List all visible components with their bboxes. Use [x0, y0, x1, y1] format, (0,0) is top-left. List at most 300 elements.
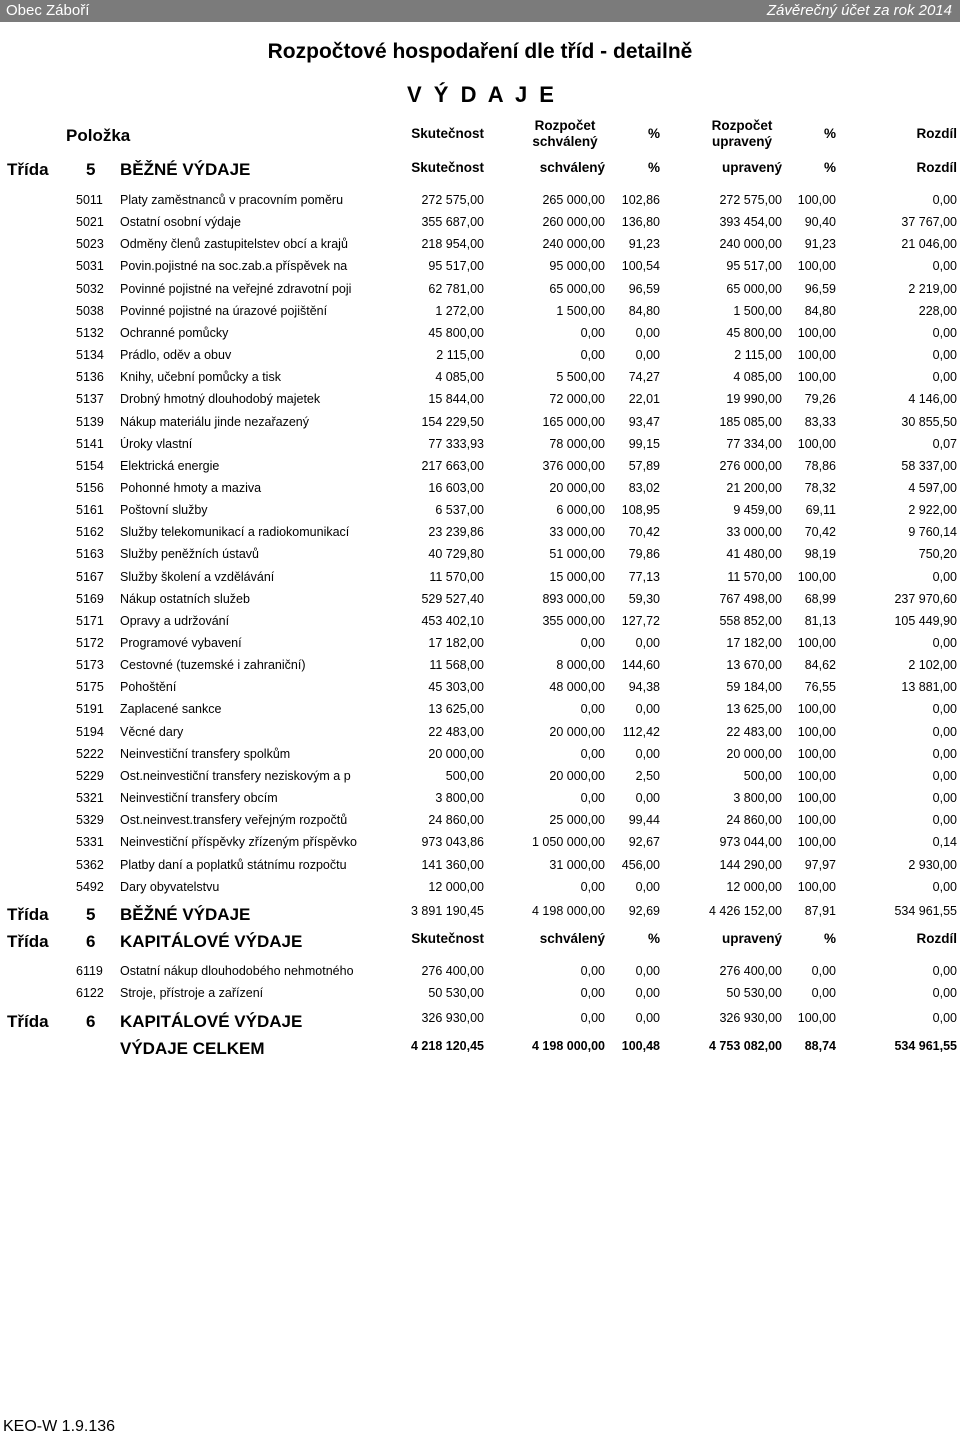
col-schvaleny-line2: schválený [532, 134, 598, 149]
row-name: Platby daní a poplatků státnímu rozpočtu [120, 857, 347, 872]
row-pct1: 0,00 [635, 746, 660, 761]
row-code: 5136 [76, 370, 104, 385]
class5-total-schv: 4 198 000,00 [532, 904, 605, 918]
row-skutecnost: 1 272,00 [435, 303, 484, 318]
class6-h-pct: % [647, 931, 660, 946]
row-skutecnost: 40 729,80 [428, 547, 484, 562]
row-skutecnost: 2 115,00 [436, 348, 484, 363]
row-pct2: 90,40 [804, 215, 836, 230]
row-upraveny: 500,00 [743, 768, 782, 783]
row-schvaleny: 0,00 [580, 964, 605, 978]
row-pct2: 81,13 [804, 613, 836, 628]
table-row [0, 570, 960, 592]
row-skutecnost: 4 085,00 [435, 370, 484, 385]
grand-total-schv: 4 198 000,00 [532, 1039, 605, 1053]
row-skutecnost: 95 517,00 [428, 259, 484, 274]
col-polozka: Položka [66, 126, 131, 145]
row-pct1: 57,89 [628, 458, 660, 473]
row-upraveny: 77 334,00 [726, 436, 782, 451]
row-code: 5222 [76, 746, 104, 761]
table-row [0, 215, 960, 237]
row-name: Pohonné hmoty a maziva [120, 480, 262, 495]
row-name: Elektrická energie [120, 458, 220, 473]
row-code: 5169 [76, 591, 104, 606]
page-title: Rozpočtové hospodaření dle tříd - detailně [267, 40, 693, 63]
grand-total-skut: 4 218 120,45 [411, 1039, 484, 1053]
class5-total-rozdil: 534 961,55 [894, 904, 957, 918]
row-rozdil: 105 449,90 [894, 613, 957, 628]
row-rozdil: 2 930,00 [908, 857, 957, 872]
row-name: Knihy, učební pomůcky a tisk [120, 370, 281, 385]
row-skutecnost: 23 239,86 [428, 525, 484, 540]
row-rozdil: 0,00 [932, 879, 957, 894]
row-pct1: 0,00 [635, 348, 660, 363]
row-skutecnost: 17 182,00 [428, 636, 484, 650]
row-code: 6122 [76, 986, 104, 1000]
row-rozdil: 0,00 [932, 724, 957, 739]
row-name: Poštovní služby [120, 503, 208, 518]
page-subtitle: V Ý D A J E [407, 82, 557, 107]
row-pct2: 78,32 [804, 480, 836, 495]
row-name: Věcné dary [120, 724, 184, 739]
row-rozdil: 0,00 [932, 964, 957, 978]
row-pct1: 108,95 [621, 503, 660, 518]
table-row [0, 747, 960, 769]
row-pct2: 100,00 [797, 746, 836, 761]
class5-total-trida: Třída [7, 905, 49, 924]
col-upraveny-line2: upravený [711, 134, 773, 149]
row-schvaleny: 260 000,00 [542, 215, 605, 230]
class5-h-schv: schválený [539, 160, 605, 175]
row-skutecnost: 11 570,00 [429, 569, 484, 584]
grand-total-label: VÝDAJE CELKEM [120, 1039, 265, 1058]
row-skutecnost: 529 527,40 [421, 591, 484, 606]
row-rozdil: 37 767,00 [901, 215, 957, 230]
row-rozdil: 21 046,00 [901, 237, 957, 252]
row-upraveny: 13 625,00 [726, 702, 782, 717]
row-code: 5161 [76, 503, 104, 518]
row-skutecnost: 276 400,00 [421, 964, 484, 978]
row-schvaleny: 95 000,00 [549, 259, 605, 274]
row-skutecnost: 272 575,00 [421, 193, 484, 207]
class5-num: 5 [86, 160, 96, 179]
row-code: 5175 [76, 680, 104, 695]
row-name: Služby školení a vzdělávání [120, 569, 275, 584]
row-rozdil: 9 760,14 [908, 525, 957, 540]
table-row [0, 259, 960, 281]
row-schvaleny: 0,00 [580, 746, 605, 761]
row-skutecnost: 24 860,00 [428, 813, 484, 828]
row-rozdil: 0,00 [932, 702, 957, 717]
row-pct2: 76,55 [804, 680, 836, 695]
table-row [0, 791, 960, 813]
table-row [0, 437, 960, 459]
row-skutecnost: 141 360,00 [421, 857, 484, 872]
row-pct1: 112,42 [622, 724, 660, 739]
table-row [0, 481, 960, 503]
col-schvaleny-line1: Rozpočet [534, 118, 596, 133]
row-name: Zaplacené sankce [120, 702, 222, 717]
row-pct1: 99,15 [628, 436, 660, 451]
row-pct2: 84,80 [804, 303, 836, 318]
row-name: Ost.neinvestiční transfery neziskovým a p [120, 768, 351, 783]
table-row [0, 525, 960, 547]
row-schvaleny: 376 000,00 [542, 458, 605, 473]
table-row [0, 459, 960, 481]
row-code: 5321 [76, 791, 104, 806]
row-schvaleny: 65 000,00 [549, 281, 605, 296]
row-pct1: 74,27 [628, 370, 660, 385]
row-pct2: 100,00 [797, 768, 836, 783]
row-pct1: 100,54 [621, 259, 660, 274]
row-pct1: 0,00 [635, 791, 660, 806]
row-pct2: 68,99 [804, 591, 836, 606]
top-bar [0, 0, 960, 22]
row-name: Ost.neinvest.transfery veřejným rozpočtů [120, 813, 348, 828]
row-pct2: 100,00 [797, 569, 836, 584]
table-row [0, 547, 960, 569]
row-pct2: 91,23 [804, 237, 836, 252]
row-code: 5171 [76, 613, 104, 628]
row-skutecnost: 453 402,10 [421, 613, 484, 628]
row-skutecnost: 62 781,00 [428, 281, 484, 296]
class5-name: BĚŽNÉ VÝDAJE [120, 160, 251, 179]
row-rozdil: 0,00 [932, 193, 957, 207]
row-upraveny: 95 517,00 [726, 259, 782, 274]
row-skutecnost: 22 483,00 [428, 724, 484, 739]
row-pct1: 92,67 [628, 835, 660, 850]
row-code: 5011 [76, 193, 103, 207]
row-pct2: 96,59 [804, 281, 836, 296]
row-name: Pohoštění [120, 680, 177, 695]
row-code: 5031 [76, 259, 104, 274]
row-upraveny: 12 000,00 [726, 879, 782, 894]
class6-total-schv: 0,00 [580, 1011, 605, 1025]
col-pct1: % [647, 126, 660, 141]
row-rozdil: 0,00 [932, 370, 957, 385]
row-rozdil: 2 922,00 [908, 503, 957, 518]
row-code: 5492 [76, 879, 104, 894]
row-name: Programové vybavení [120, 636, 242, 650]
row-skutecnost: 973 043,86 [421, 835, 484, 850]
row-upraveny: 50 530,00 [726, 986, 782, 1000]
row-upraveny: 767 498,00 [719, 591, 782, 606]
row-name: Úroky vlastní [120, 436, 193, 451]
row-schvaleny: 8 000,00 [556, 658, 605, 673]
row-schvaleny: 1 050 000,00 [532, 835, 605, 850]
row-pct1: 0,00 [635, 636, 660, 650]
col-upraveny-line1: Rozpočet [711, 118, 773, 133]
row-name: Povinné pojistné na veřejné zdravotní poji [120, 281, 352, 296]
row-upraveny: 272 575,00 [719, 193, 782, 207]
row-skutecnost: 13 625,00 [428, 702, 484, 717]
class6-total-upr: 326 930,00 [719, 1011, 782, 1025]
row-schvaleny: 0,00 [580, 702, 605, 717]
row-skutecnost: 6 537,00 [435, 503, 484, 518]
table-row [0, 392, 960, 414]
row-pct1: 84,80 [628, 303, 660, 318]
row-upraveny: 45 800,00 [726, 325, 782, 340]
row-pct1: 0,00 [635, 325, 660, 340]
row-rozdil: 0,00 [932, 348, 957, 363]
row-code: 5156 [76, 480, 104, 495]
row-code: 5137 [76, 392, 104, 407]
row-schvaleny: 265 000,00 [542, 193, 605, 207]
class6-h-pct2: % [823, 931, 836, 946]
row-code: 5134 [76, 348, 104, 363]
row-code: 5167 [76, 569, 104, 584]
row-skutecnost: 45 800,00 [428, 325, 484, 340]
row-pct1: 0,00 [635, 986, 660, 1000]
row-pct1: 0,00 [635, 879, 660, 894]
table-row [0, 193, 960, 215]
class5-total-num: 5 [86, 905, 96, 924]
col-skutecnost: Skutečnost [411, 126, 484, 141]
row-upraveny: 41 480,00 [726, 547, 782, 562]
row-upraveny: 20 000,00 [726, 746, 782, 761]
row-pct1: 77,13 [628, 569, 660, 584]
row-pct1: 127,72 [621, 613, 660, 628]
row-name: Ochranné pomůcky [120, 325, 229, 340]
row-code: 5331 [76, 835, 104, 850]
row-skutecnost: 11 568,00 [429, 658, 484, 673]
table-row [0, 658, 960, 680]
class6-h-upr: upravený [721, 931, 782, 946]
row-code: 5154 [76, 458, 104, 473]
row-pct1: 70,42 [628, 525, 660, 540]
row-rozdil: 237 970,60 [894, 591, 957, 606]
row-skutecnost: 500,00 [445, 768, 484, 783]
row-pct2: 98,19 [804, 547, 836, 562]
row-upraveny: 558 852,00 [719, 613, 782, 628]
row-upraveny: 19 990,00 [726, 392, 782, 407]
row-pct1: 102,86 [621, 193, 660, 207]
table-row [0, 592, 960, 614]
row-upraveny: 24 860,00 [726, 813, 782, 828]
row-upraveny: 2 115,00 [734, 348, 782, 363]
row-upraveny: 3 800,00 [733, 791, 782, 806]
row-skutecnost: 154 229,50 [421, 414, 484, 429]
class6-trida: Třída [7, 932, 49, 951]
row-pct2: 100,00 [797, 436, 836, 451]
row-rozdil: 2 102,00 [908, 658, 957, 673]
class5-total-upr: 4 426 152,00 [709, 904, 782, 918]
class6-total-p2: 100,00 [797, 1011, 836, 1025]
class5-h-upr: upravený [721, 160, 782, 175]
row-schvaleny: 0,00 [580, 636, 605, 650]
row-schvaleny: 355 000,00 [542, 613, 605, 628]
row-schvaleny: 25 000,00 [549, 813, 605, 828]
row-schvaleny: 20 000,00 [549, 480, 605, 495]
class6-total-num: 6 [86, 1012, 96, 1031]
row-upraveny: 9 459,00 [733, 503, 782, 518]
row-code: 5162 [76, 525, 104, 540]
row-upraveny: 240 000,00 [719, 237, 782, 252]
row-code: 5032 [76, 281, 104, 296]
row-name: Odměny členů zastupitelstev obcí a krajů [120, 237, 348, 252]
row-pct2: 100,00 [797, 370, 836, 385]
row-rozdil: 13 881,00 [901, 680, 957, 695]
table-row [0, 986, 960, 1008]
row-upraveny: 33 000,00 [726, 525, 782, 540]
table-row [0, 304, 960, 326]
row-code: 5329 [76, 813, 104, 828]
class5-total-p2: 87,91 [804, 904, 836, 918]
row-schvaleny: 72 000,00 [549, 392, 605, 407]
grand-total-p1: 100,48 [621, 1039, 660, 1053]
row-name: Neinvestiční transfery obcím [120, 791, 278, 806]
row-schvaleny: 78 000,00 [549, 436, 605, 451]
row-schvaleny: 20 000,00 [549, 768, 605, 783]
row-name: Opravy a udržování [120, 613, 230, 628]
row-pct2: 70,42 [804, 525, 836, 540]
table-row [0, 964, 960, 986]
row-skutecnost: 77 333,93 [428, 436, 484, 451]
row-rozdil: 750,20 [918, 547, 957, 562]
table-row [0, 237, 960, 259]
class6-total-trida: Třída [7, 1012, 49, 1031]
row-rozdil: 0,00 [932, 569, 957, 584]
row-schvaleny: 31 000,00 [549, 857, 605, 872]
row-name: Ostatní nákup dlouhodobého nehmotného [120, 964, 354, 978]
row-pct2: 0,00 [811, 986, 836, 1000]
row-skutecnost: 45 303,00 [428, 680, 484, 695]
row-pct1: 99,44 [628, 813, 660, 828]
row-code: 5172 [76, 636, 104, 650]
table-row [0, 636, 960, 658]
row-upraveny: 17 182,00 [726, 636, 782, 650]
row-rozdil: 0,00 [932, 768, 957, 783]
class6-h-skut: Skutečnost [411, 931, 484, 946]
class5-h-pct2: % [823, 160, 836, 175]
row-name: Platy zaměstnanců v pracovním poměru [120, 193, 344, 207]
row-pct2: 100,00 [797, 348, 836, 363]
row-rozdil: 0,00 [932, 325, 957, 340]
row-name: Nákup ostatních služeb [120, 591, 250, 606]
table-row [0, 370, 960, 392]
row-pct2: 69,11 [805, 503, 836, 518]
row-upraveny: 185 085,00 [719, 414, 782, 429]
row-pct2: 100,00 [797, 193, 836, 207]
row-skutecnost: 3 800,00 [435, 791, 484, 806]
row-pct2: 100,00 [797, 879, 836, 894]
class6-total-rozdil: 0,00 [932, 1011, 957, 1025]
table-row [0, 282, 960, 304]
class5-trida: Třída [7, 160, 49, 179]
table-row [0, 614, 960, 636]
row-upraveny: 21 200,00 [726, 480, 782, 495]
row-upraveny: 59 184,00 [726, 680, 782, 695]
row-pct2: 100,00 [797, 259, 836, 274]
row-schvaleny: 0,00 [580, 791, 605, 806]
row-schvaleny: 0,00 [580, 348, 605, 363]
row-rozdil: 0,14 [932, 835, 957, 850]
row-code: 5132 [76, 325, 104, 340]
row-rozdil: 228,00 [918, 303, 957, 318]
table-row [0, 880, 960, 902]
row-schvaleny: 165 000,00 [542, 414, 605, 429]
row-rozdil: 58 337,00 [901, 458, 957, 473]
class6-h-schv: schválený [539, 931, 605, 946]
table-row [0, 725, 960, 747]
row-name: Ostatní osobní výdaje [120, 215, 241, 230]
class6-total-name: KAPITÁLOVÉ VÝDAJE [120, 1012, 303, 1031]
row-rozdil: 4 146,00 [908, 392, 957, 407]
row-name: Drobný hmotný dlouhodobý majetek [120, 392, 321, 407]
row-skutecnost: 355 687,00 [421, 215, 484, 230]
row-skutecnost: 218 954,00 [421, 237, 484, 252]
row-upraveny: 973 044,00 [719, 835, 782, 850]
report-name: Závěrečný účet za rok 2014 [766, 2, 952, 19]
row-name: Služby telekomunikací a radiokomunikací [120, 525, 350, 540]
class5-total-p1: 92,69 [628, 904, 660, 918]
row-upraveny: 393 454,00 [719, 215, 782, 230]
row-pct1: 2,50 [635, 768, 660, 783]
row-name: Prádlo, oděv a obuv [120, 348, 232, 363]
row-schvaleny: 5 500,00 [556, 370, 605, 385]
row-schvaleny: 20 000,00 [549, 724, 605, 739]
footer-version: KEO-W 1.9.136 [3, 1418, 116, 1435]
row-rozdil: 0,00 [932, 636, 957, 650]
row-upraveny: 1 500,00 [733, 303, 782, 318]
row-skutecnost: 217 663,00 [421, 458, 484, 473]
row-pct1: 91,23 [628, 237, 660, 252]
row-pct2: 100,00 [797, 835, 836, 850]
row-code: 5021 [76, 215, 104, 230]
row-pct1: 79,86 [628, 547, 660, 562]
row-upraveny: 13 670,00 [726, 658, 782, 673]
table-row [0, 348, 960, 370]
row-rozdil: 0,07 [932, 436, 957, 451]
row-pct1: 0,00 [635, 702, 660, 717]
row-pct2: 97,97 [804, 857, 836, 872]
row-pct2: 83,33 [804, 414, 836, 429]
row-schvaleny: 48 000,00 [549, 680, 605, 695]
row-skutecnost: 12 000,00 [428, 879, 484, 894]
row-pct1: 144,60 [621, 658, 660, 673]
row-code: 5141 [76, 436, 104, 451]
municipality-name: Obec Záboří [6, 2, 90, 19]
row-rozdil: 0,00 [932, 259, 957, 274]
row-rozdil: 0,00 [932, 986, 957, 1000]
row-rozdil: 0,00 [932, 746, 957, 761]
row-code: 5229 [76, 768, 104, 783]
row-pct1: 136,80 [621, 215, 660, 230]
row-code: 5194 [76, 724, 104, 739]
row-rozdil: 30 855,50 [901, 414, 957, 429]
row-schvaleny: 0,00 [580, 325, 605, 340]
table-row [0, 769, 960, 791]
class5-h-skut: Skutečnost [411, 160, 484, 175]
row-schvaleny: 0,00 [580, 986, 605, 1000]
row-rozdil: 4 597,00 [908, 480, 957, 495]
row-schvaleny: 0,00 [580, 879, 605, 894]
row-schvaleny: 893 000,00 [542, 591, 605, 606]
row-pct1: 456,00 [621, 857, 660, 872]
row-code: 5362 [76, 857, 104, 872]
grand-total-p2: 88,74 [804, 1039, 836, 1053]
class5-total-skut: 3 891 190,45 [411, 904, 484, 918]
row-upraveny: 65 000,00 [726, 281, 782, 296]
row-skutecnost: 20 000,00 [428, 746, 484, 761]
row-pct2: 100,00 [797, 813, 836, 828]
row-code: 6119 [76, 964, 103, 978]
grand-total-rozdil: 534 961,55 [894, 1039, 957, 1053]
row-skutecnost: 16 603,00 [428, 480, 484, 495]
class6-name: KAPITÁLOVÉ VÝDAJE [120, 932, 303, 951]
col-pct2: % [823, 126, 836, 141]
row-schvaleny: 51 000,00 [549, 547, 605, 562]
